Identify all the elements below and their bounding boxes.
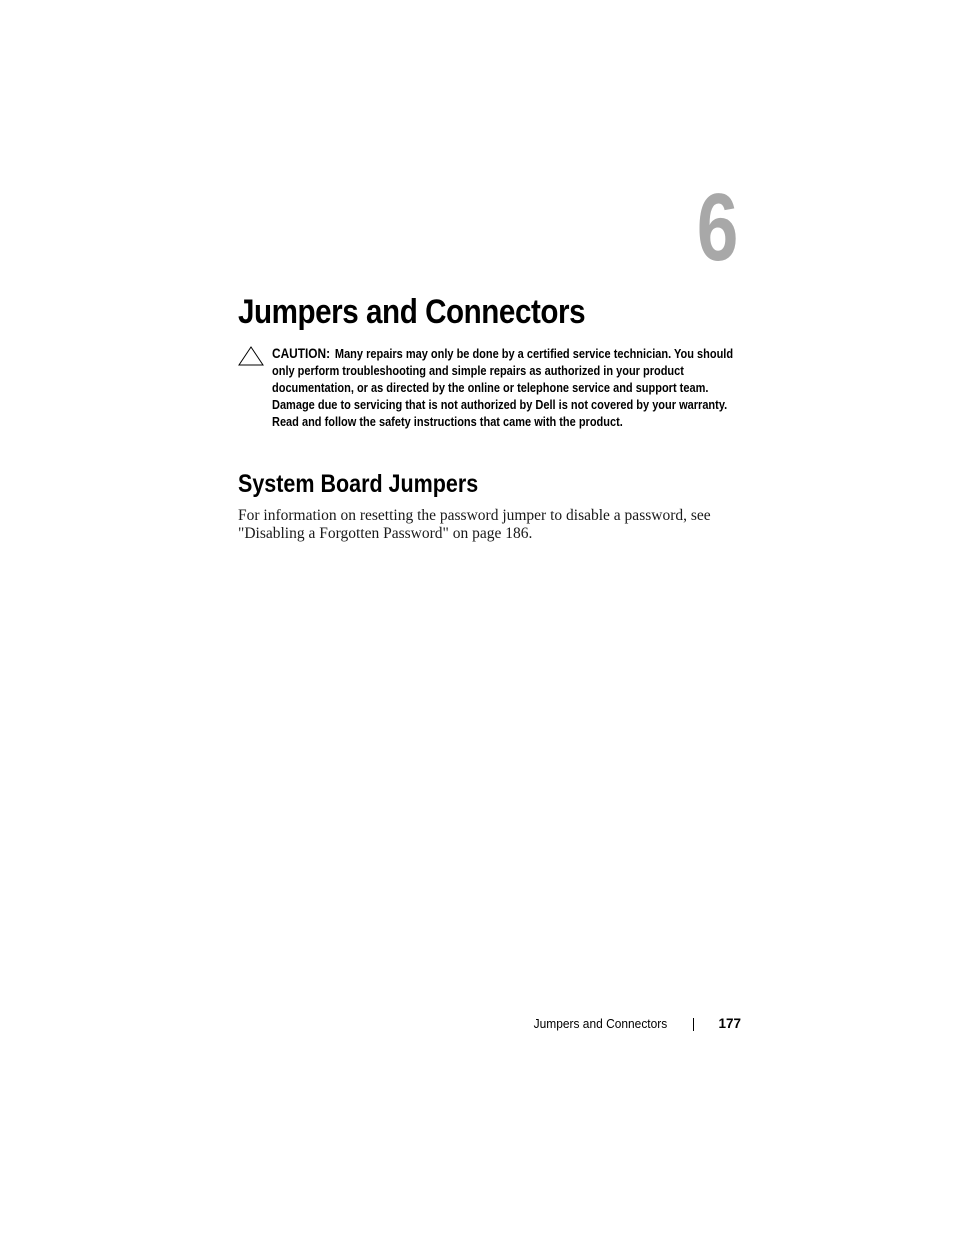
- caution-message: Many repairs may only be done by a certified service technician. You should only perform troubleshooting and simple repairs as authorized in your product documentation, or as directed by the online or telephone service and support team. Damage due to servicing that is not authorized by Dell is not covered by your warranty. Read and follow the safety instructions that came with the product.: [272, 347, 734, 429]
- page-number: 177: [718, 1016, 741, 1031]
- section-title: System Board Jumpers: [238, 470, 479, 498]
- chapter-title: Jumpers and Connectors: [238, 293, 586, 331]
- section-body: For information on resetting the password jumper to disable a password, see "Disabling a Forgotten Password" on page 186.: [238, 507, 711, 542]
- caution-label: CAUTION:: [272, 346, 331, 361]
- footer-title: Jumpers and Connectors: [533, 1016, 668, 1031]
- caution-text: [272, 345, 738, 431]
- page-footer: [522, 1015, 741, 1033]
- caution-notice: [238, 345, 738, 431]
- chapter-number: 6: [696, 174, 738, 281]
- caution-triangle-icon: [238, 346, 264, 366]
- footer-separator: [693, 1018, 694, 1031]
